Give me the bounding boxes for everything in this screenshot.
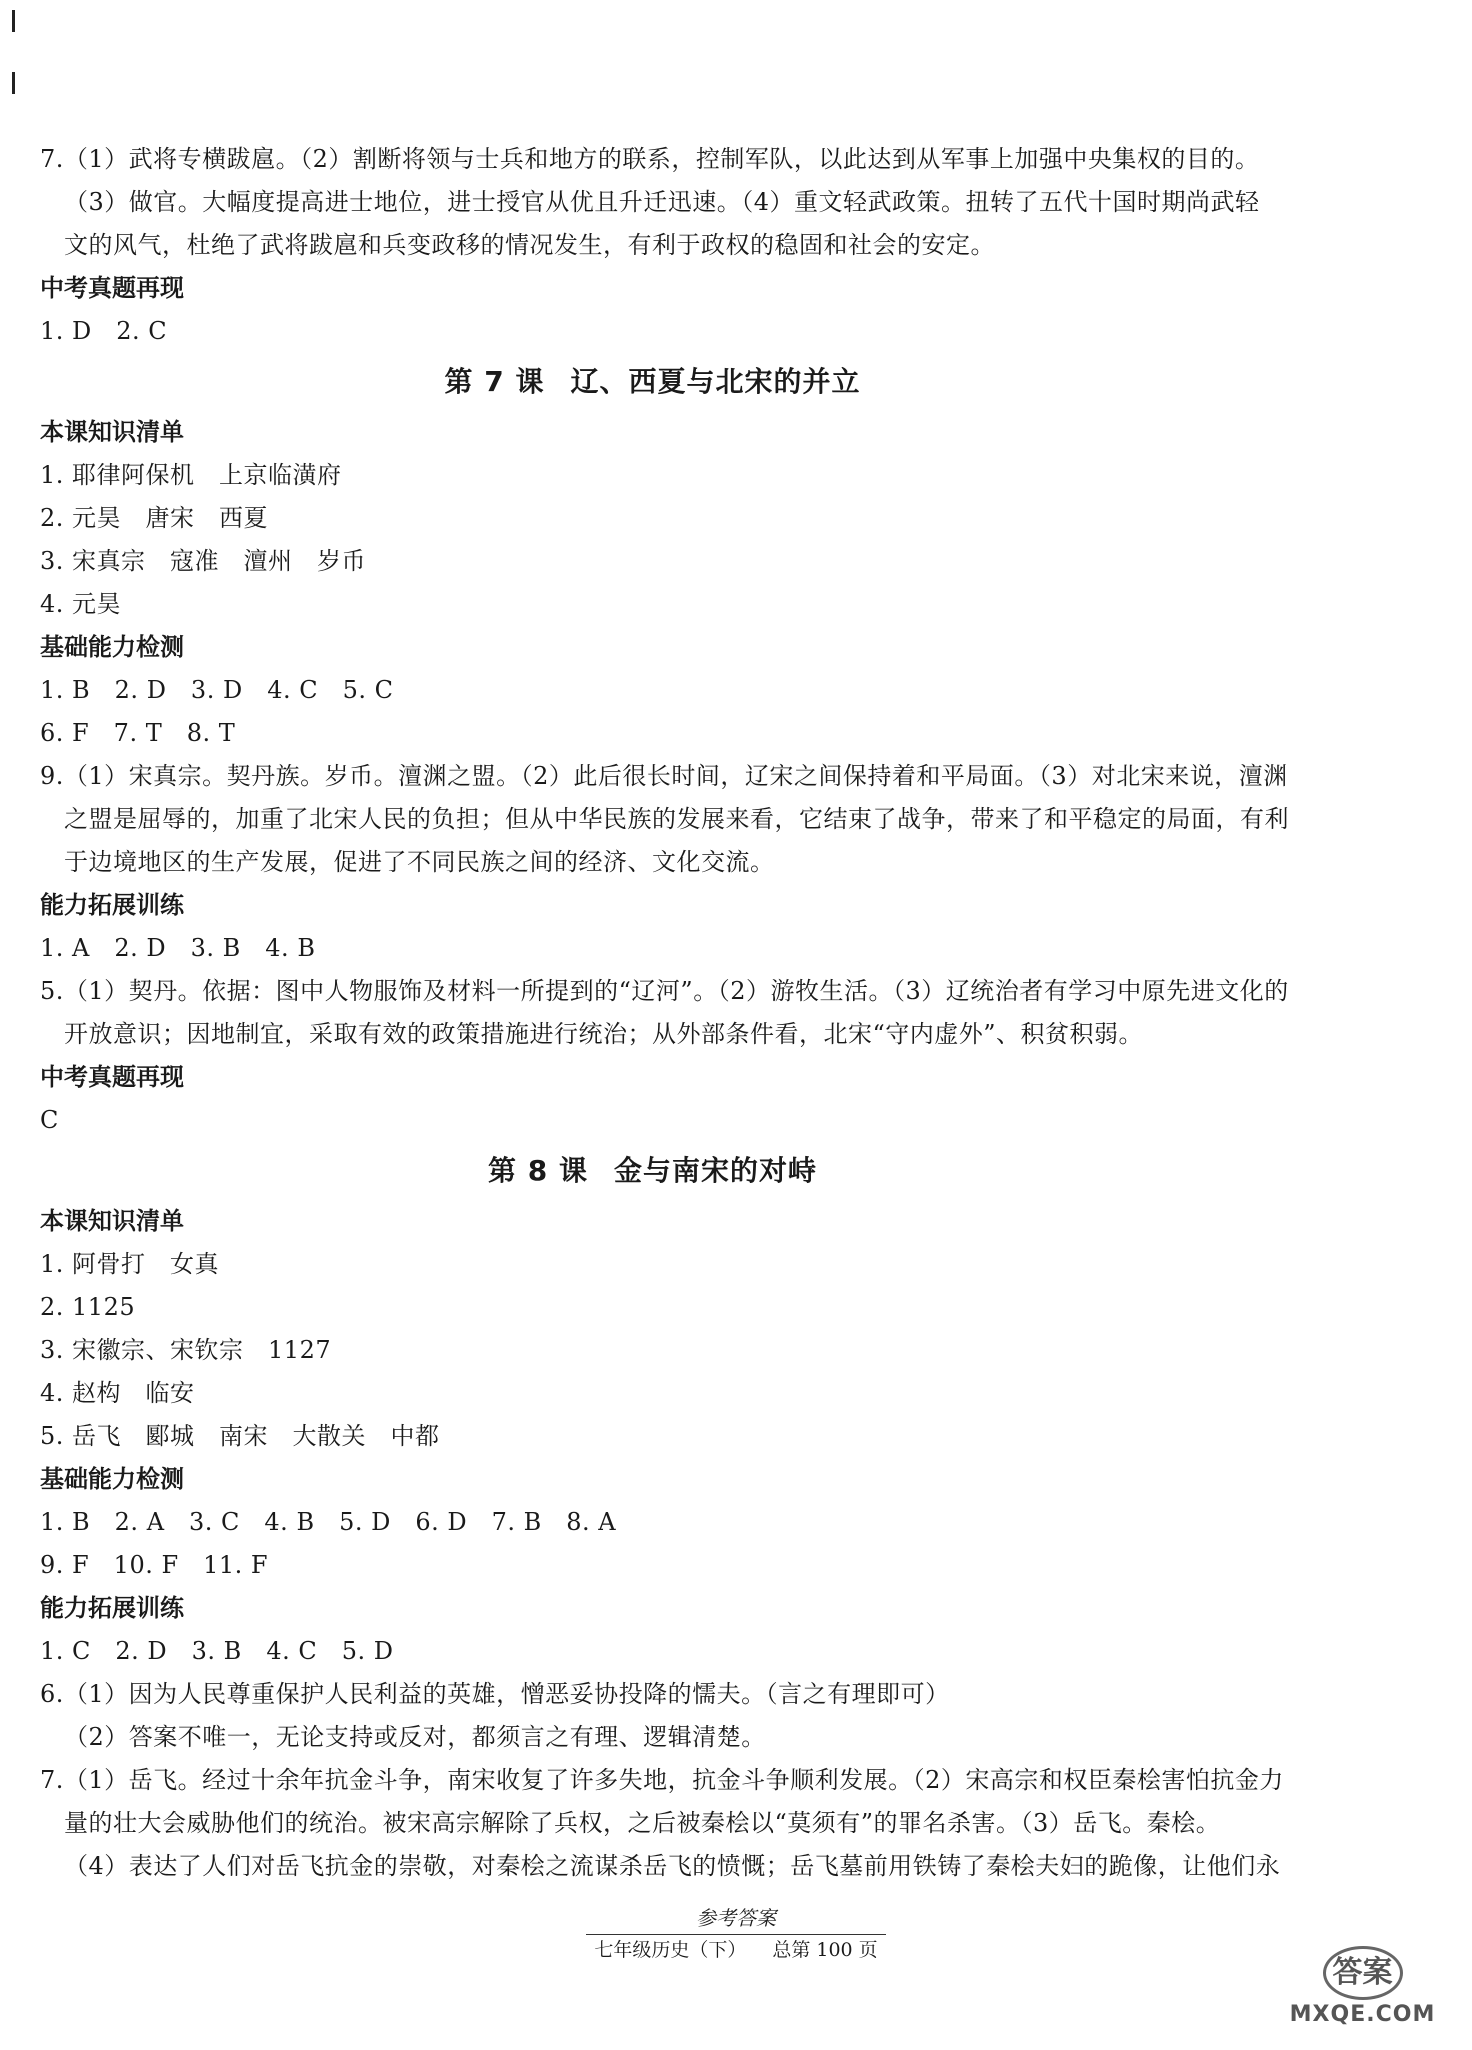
scan-edge-mark [12, 10, 15, 32]
answer-line: 1. 耶律阿保机 上京临潢府 [40, 461, 342, 489]
section-heading: 能力拓展训练 [40, 891, 184, 919]
answer-line: 6. F 7. T 8. T [40, 719, 236, 747]
answer-line: 1. B 2. D 3. D 4. C 5. C [40, 676, 394, 704]
answer-line: 9.（1）宋真宗。契丹族。岁币。澶渊之盟。（2）此后很长时间，辽宋之间保持着和平局面。（3）对北宋来说，澶渊 [40, 762, 1288, 790]
scan-edge-mark [12, 72, 15, 94]
answer-line: 2. 1125 [40, 1293, 136, 1321]
answer-line: 1. B 2. A 3. C 4. B 5. D 6. D 7. B 8. A [40, 1508, 617, 1536]
answer-line: 量的壮大会威胁他们的统治。被宋高宗解除了兵权，之后被秦桧以“莫须有”的罪名杀害。（3）岳飞。秦桧。 [64, 1809, 1221, 1837]
answer-line: 9. F 10. F 11. F [40, 1551, 269, 1579]
answer-line: 之盟是屈辱的，加重了北宋人民的负担；但从中华民族的发展来看，它结束了战争，带来了和平稳定的局面，有利 [64, 805, 1289, 833]
lesson-number: 第 8 课 [488, 1154, 588, 1187]
watermark-url: MXQE.COM [1289, 2002, 1436, 2027]
answer-line: 3. 宋真宗 寇准 澶州 岁币 [40, 547, 367, 575]
answer-line: 2. 元昊 唐宋 西夏 [40, 504, 269, 532]
footer-rule [586, 1934, 886, 1935]
answer-line: 于边境地区的生产发展，促进了不同民族之间的经济、文化交流。 [64, 848, 775, 876]
answer-line: 文的风气，杜绝了武将跋扈和兵变政移的情况发生，有利于政权的稳固和社会的安定。 [64, 231, 995, 259]
answer-line: 1. C 2. D 3. B 4. C 5. D [40, 1637, 394, 1665]
answer-line: 7.（1）武将专横跋扈。（2）割断将领与士兵和地方的联系，控制军队，以此达到从军事上加强中央集权的目的。 [40, 145, 1260, 173]
answer-line: （2）答案不唯一，无论支持或反对，都须言之有理、逻辑清楚。 [64, 1723, 766, 1751]
section-heading: 能力拓展训练 [40, 1594, 184, 1622]
section-heading: 中考真题再现 [40, 274, 184, 302]
answer-line: 1. D 2. C [40, 317, 168, 345]
site-watermark [1275, 1946, 1450, 2036]
section-heading: 本课知识清单 [40, 1207, 184, 1235]
section-heading: 中考真题再现 [40, 1063, 184, 1091]
answer-line: C [40, 1106, 59, 1134]
lesson-number: 第 7 课 [444, 365, 545, 398]
lesson-name: 金与南宋的对峙 [613, 1154, 817, 1187]
answer-line: 4. 赵构 临安 [40, 1379, 195, 1407]
lesson-title [40, 1142, 1265, 1200]
answer-line: 1. A 2. D 3. B 4. B [40, 934, 316, 962]
answer-line: 5.（1）契丹。依据：图中人物服饰及材料一所提到的“辽河”。（2）游牧生活。（3）辽统治者有学习中原先进文化的 [40, 977, 1289, 1005]
answer-line: 6.（1）因为人民尊重保护人民利益的英雄，憎恶妥协投降的懦夫。（言之有理即可） [40, 1680, 950, 1708]
footer-label: 参考答案 [696, 1906, 776, 1930]
answer-line: （4）表达了人们对岳飞抗金的崇敬，对秦桧之流谋杀岳飞的愤慨；岳飞墓前用铁铸了秦桧夫妇的跪像，让他们永 [64, 1852, 1281, 1880]
answer-line: 开放意识；因地制宜，采取有效的政策措施进行统治；从外部条件看，北宋“守内虚外”、积贫积弱。 [64, 1020, 1144, 1048]
section-heading: 本课知识清单 [40, 418, 184, 446]
answer-page [40, 138, 1289, 1888]
watermark-logo-icon: 答案 [1323, 1946, 1403, 2000]
answer-line: （3）做官。大幅度提高进士地位，进士授官从优且升迁迅速。（4）重文轻武政策。扭转了五代十国时期尚武轻 [64, 188, 1260, 216]
lesson-title [40, 353, 1265, 411]
section-heading: 基础能力检测 [40, 1465, 184, 1493]
footer-info [0, 1937, 1472, 1963]
answer-line: 5. 岳飞 郾城 南宋 大散关 中都 [40, 1422, 440, 1450]
section-heading: 基础能力检测 [40, 633, 184, 661]
footer-subject: 七年级历史（下） [594, 1939, 747, 1961]
lesson-name: 辽、西夏与北宋的并立 [570, 365, 861, 398]
answer-line: 4. 元昊 [40, 590, 122, 618]
answer-line: 3. 宋徽宗、宋钦宗 1127 [40, 1336, 332, 1364]
answer-line: 7.（1）岳飞。经过十余年抗金斗争，南宋收复了许多失地，抗金斗争顺利发展。（2）宋高宗和权臣秦桧害怕抗金力 [40, 1766, 1284, 1794]
answer-line: 1. 阿骨打 女真 [40, 1250, 220, 1278]
page-footer [0, 1904, 1472, 1963]
footer-page-number: 总第 100 页 [772, 1939, 878, 1961]
